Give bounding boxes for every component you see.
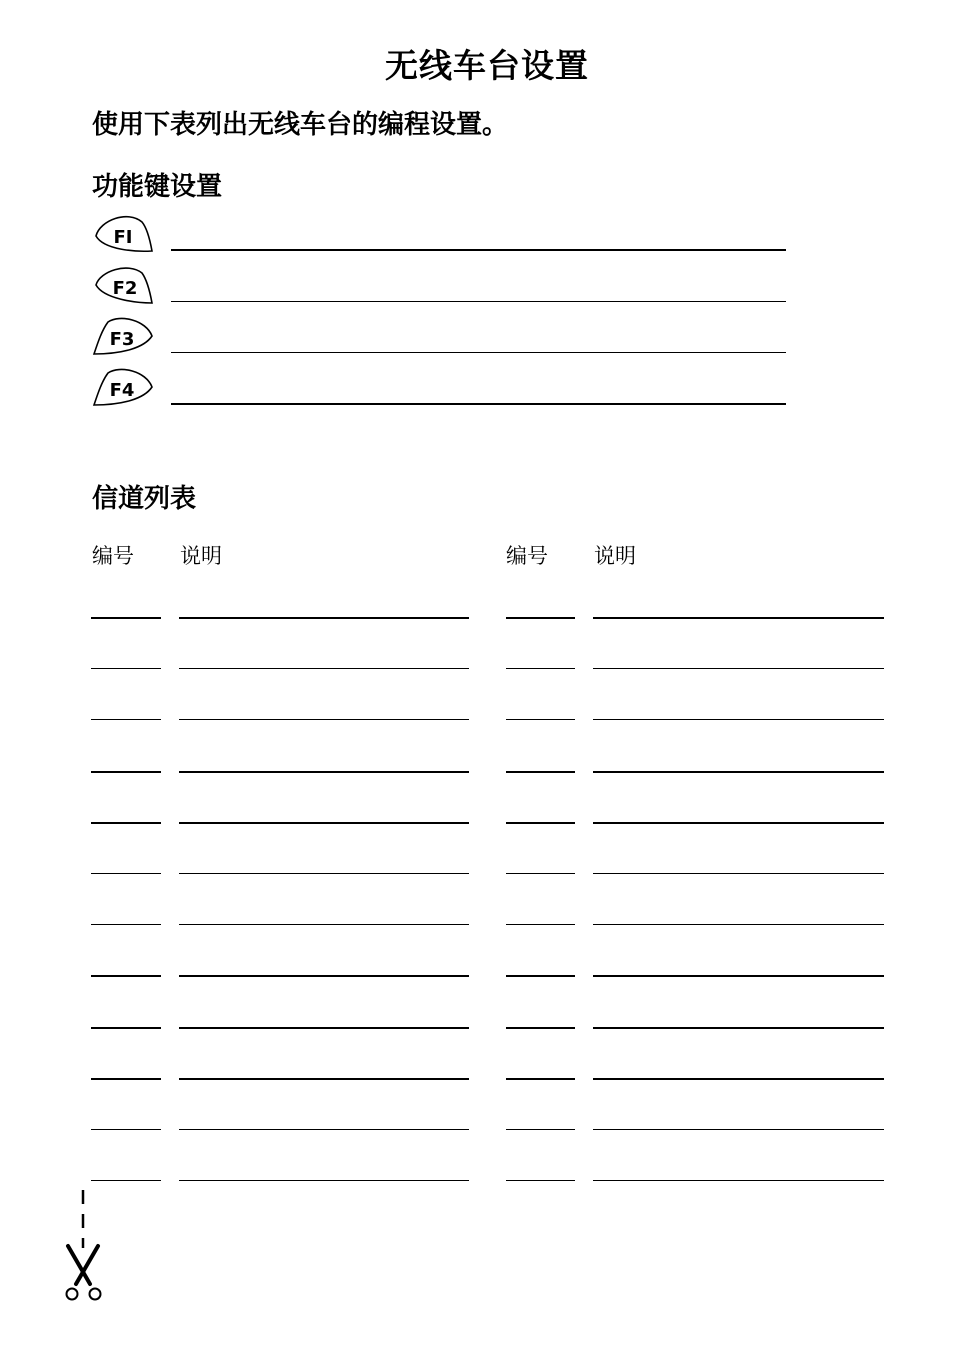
right-channel-description-line[interactable] xyxy=(593,1078,884,1080)
f4-value-line[interactable] xyxy=(171,403,786,405)
left-channel-number-line[interactable] xyxy=(91,1129,161,1130)
left-channel-description-line[interactable] xyxy=(179,1078,469,1080)
right-channel-number-line[interactable] xyxy=(506,822,575,824)
right-channel-description-line[interactable] xyxy=(593,668,884,669)
left-channel-number-line[interactable] xyxy=(91,924,161,925)
left-channel-number-line[interactable] xyxy=(91,719,161,720)
left-channel-number-line[interactable] xyxy=(91,617,161,619)
function-keys-heading: 功能键设置 xyxy=(92,172,223,202)
f1-key-label: FI xyxy=(113,227,133,248)
f2-key-badge xyxy=(92,265,154,307)
right-channel-description-line[interactable] xyxy=(593,873,884,874)
right-channel-description-line[interactable] xyxy=(593,771,884,773)
right-channel-description-line[interactable] xyxy=(593,1129,884,1130)
left-channel-number-line[interactable] xyxy=(91,822,161,824)
left-channel-description-line[interactable] xyxy=(179,924,469,925)
left-channel-description-line[interactable] xyxy=(179,975,469,977)
right-channel-number-line[interactable] xyxy=(506,1129,575,1130)
right-channel-number-line[interactable] xyxy=(506,924,575,925)
right-channel-description-line[interactable] xyxy=(593,617,884,619)
f2-value-line[interactable] xyxy=(171,301,786,302)
left-channel-number-line[interactable] xyxy=(91,1027,161,1029)
left-channel-description-line[interactable] xyxy=(179,668,469,669)
right-channel-description-line[interactable] xyxy=(593,822,884,824)
left-channel-number-line[interactable] xyxy=(91,1180,161,1181)
right-description-header: 说明 xyxy=(594,544,636,568)
left-channel-number-line[interactable] xyxy=(91,873,161,874)
left-channel-description-line[interactable] xyxy=(179,873,469,874)
intro-text: 使用下表列出无线车台的编程设置。 xyxy=(92,110,509,140)
left-channel-description-line[interactable] xyxy=(179,719,469,720)
cut-marker xyxy=(60,1188,106,1306)
channel-list-heading: 信道列表 xyxy=(92,484,197,514)
f4-key-badge xyxy=(92,367,154,409)
f1-key-badge xyxy=(92,214,154,256)
f2-key-label: F2 xyxy=(112,278,138,299)
right-channel-description-line[interactable] xyxy=(593,1027,884,1029)
f1-value-line[interactable] xyxy=(171,249,786,251)
left-channel-description-line[interactable] xyxy=(179,1180,469,1181)
f3-key-label: F3 xyxy=(109,329,135,350)
f3-value-line[interactable] xyxy=(171,352,786,353)
left-channel-description-line[interactable] xyxy=(179,1027,469,1029)
left-number-header: 编号 xyxy=(92,544,134,568)
right-channel-number-line[interactable] xyxy=(506,975,575,977)
right-channel-number-line[interactable] xyxy=(506,873,575,874)
page-title: 无线车台设置 xyxy=(385,46,589,85)
right-channel-number-line[interactable] xyxy=(506,771,575,773)
right-channel-number-line[interactable] xyxy=(506,1180,575,1181)
f3-key-badge xyxy=(92,316,154,358)
left-channel-number-line[interactable] xyxy=(91,668,161,669)
left-channel-number-line[interactable] xyxy=(91,771,161,773)
right-number-header: 编号 xyxy=(506,544,548,568)
left-description-header: 说明 xyxy=(180,544,222,568)
scissors-icon xyxy=(60,1188,106,1306)
left-channel-number-line[interactable] xyxy=(91,1078,161,1080)
left-channel-description-line[interactable] xyxy=(179,822,469,824)
right-channel-description-line[interactable] xyxy=(593,975,884,977)
right-channel-number-line[interactable] xyxy=(506,1078,575,1080)
right-channel-number-line[interactable] xyxy=(506,617,575,619)
right-channel-number-line[interactable] xyxy=(506,668,575,669)
left-channel-description-line[interactable] xyxy=(179,771,469,773)
right-channel-number-line[interactable] xyxy=(506,719,575,720)
left-channel-description-line[interactable] xyxy=(179,1129,469,1130)
right-channel-description-line[interactable] xyxy=(593,924,884,925)
right-channel-description-line[interactable] xyxy=(593,1180,884,1181)
right-channel-description-line[interactable] xyxy=(593,719,884,720)
left-channel-description-line[interactable] xyxy=(179,617,469,619)
left-channel-number-line[interactable] xyxy=(91,975,161,977)
right-channel-number-line[interactable] xyxy=(506,1027,575,1029)
f4-key-label: F4 xyxy=(109,380,135,401)
